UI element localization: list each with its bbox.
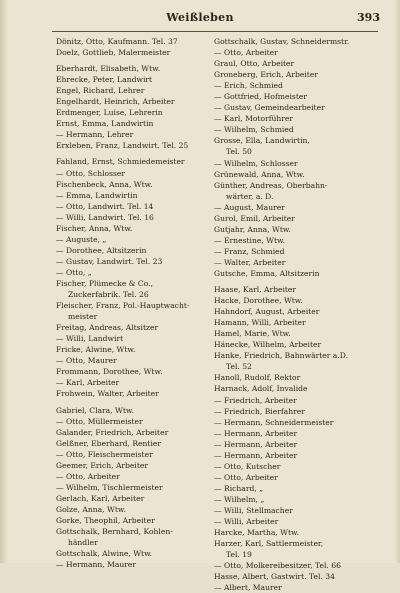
sub-entry: — Otto, Fleischermeister [56, 449, 153, 459]
sub-entry: — Wilhelm, Tischlermeister [56, 482, 163, 492]
directory-entry: Graul, Otto, Arbeiter [214, 59, 295, 69]
sub-entry: — Otto, „ [56, 267, 92, 277]
directory-entry: Fischer, Anna, Wtw. [56, 223, 133, 233]
directory-entry: Grosse, Ella, Landwirtin, [214, 136, 310, 146]
directory-entry: Gabriel, Clara, Wtw. [56, 405, 134, 415]
directory-entry: Gottschalk, Bernhard, Kohlen- [56, 527, 173, 537]
directory-entry: Fricke, Alwine, Wtw. [56, 345, 136, 355]
sub-entry: — Otto, Arbeiter [214, 472, 278, 482]
directory-entry: Hacke, Dorothee, Wtw. [214, 296, 303, 306]
directory-entry: Grünewald, Anna, Wtw. [214, 169, 305, 179]
directory-entry: Golze, Anna, Wtw. [56, 504, 126, 514]
directory-entry: Hanke, Friedrich, Bahnwärter a.D. [214, 351, 348, 361]
right-column [214, 36, 384, 593]
sub-entry: — Otto, Maurer [56, 356, 117, 366]
directory-entry: wärter, a. D. [226, 191, 274, 201]
directory-entry: Ehrecke, Peter, Landwirt [56, 75, 153, 85]
sub-entry: — Otto, Arbeiter [56, 471, 120, 481]
page-edge-shadow [394, 0, 400, 563]
sub-entry: — Albert, Maurer [214, 583, 282, 593]
sub-entry: — Wilhelm, „ [214, 494, 265, 504]
directory-entry: Zuckerfabrik. Tel. 26 [68, 290, 149, 300]
sub-entry: — Karl, Motorführer [214, 114, 294, 124]
directory-entry: Hahndorf, August, Arbeiter [214, 307, 320, 317]
sub-entry: — Franz, Schmied [214, 246, 285, 256]
sub-entry: — Hermann, Arbeiter [214, 450, 298, 460]
sub-entry: — Dorothee, Altsitzerin [56, 245, 147, 255]
running-head [0, 11, 400, 27]
sub-entry: — Friedrich, Bierfahrer [214, 406, 305, 416]
directory-entry: Tel. 50 [226, 147, 252, 157]
directory-entry: Hänecke, Wilhelm, Arbeiter [214, 340, 322, 350]
directory-entry: Galander, Friedrich, Arbeiter [56, 427, 169, 437]
directory-entry: meister [68, 312, 98, 322]
directory-entry: Eberhardt, Elisabeth, Wtw. [56, 64, 161, 74]
sub-entry: — Auguste, „ [56, 234, 107, 244]
directory-entry: Fischer, Plümecke & Co., [56, 278, 153, 288]
directory-entry: Hamann, Willi, Arbeiter [214, 318, 306, 328]
sub-entry: — Karl, Arbeiter [56, 378, 120, 388]
sub-entry: — Wilhelm, Schlosser [214, 158, 298, 168]
directory-entry: Engel, Richard, Lehrer [56, 86, 145, 96]
directory-entry: Günther, Andreas, Oberbahn- [214, 180, 328, 190]
directory-entry: Engelhardt, Heinrich, Arbeiter [56, 97, 175, 107]
directory-entry: Fleischer, Franz, Pol.-Hauptwacht- [56, 301, 190, 311]
directory-entry: Gerlach, Karl, Arbeiter [56, 493, 145, 503]
sub-entry: — Hermann, Arbeiter [214, 439, 298, 449]
directory-entry: Frohwein, Walter, Arbeiter [56, 389, 159, 399]
sub-entry: — Hermann, Lehrer [56, 130, 134, 140]
directory-entry: Tel. 52 [226, 362, 252, 372]
page-spine-shadow [0, 0, 8, 563]
header-rule [52, 31, 378, 32]
directory-entry: Dönitz, Otto, Kaufmann. Tel. 37 [56, 37, 178, 46]
sub-entry: — Gustav, Gemeindearbeiter [214, 103, 325, 113]
sub-entry: — Gustav, Landwirt. Tel. 23 [56, 256, 163, 266]
page-number: 393 [357, 11, 380, 24]
directory-entry: Gutjahr, Anna, Wtw. [214, 224, 291, 234]
directory-entry: Gorke, Theophil, Arbeiter [56, 515, 155, 525]
left-column [56, 36, 226, 570]
directory-entry: Harcke, Martha, Wtw. [214, 528, 300, 538]
sub-entry: — Hermann, Arbeiter [214, 428, 298, 438]
directory-entry: Harzer, Karl, Sattlermeister, [214, 539, 324, 549]
directory-entry: Geemer, Erich, Arbeiter [56, 460, 149, 470]
directory-entry: Harnack, Adolf, Invalide [214, 384, 308, 394]
sub-entry: — Otto, Müllermeister [56, 416, 143, 426]
directory-entry: Gelßner, Eberhard, Rentier [56, 438, 162, 448]
directory-entry: Doelz, Gottlieb, Malermeister [56, 48, 171, 58]
sub-entry: — Otto, Kutscher [214, 461, 281, 471]
directory-entry: Groneberg, Erich, Arbeiter [214, 70, 318, 80]
sub-entry: — Wilhelm, Schmied [214, 125, 294, 135]
sub-entry: — Ernestine, Wtw. [214, 235, 286, 245]
sub-entry: — Walter, Arbeiter [214, 257, 286, 267]
sub-entry: — Willi, Landwirt. Tel. 16 [56, 212, 154, 222]
sub-entry: — Otto, Arbeiter [214, 48, 278, 58]
sub-entry: — Hermann, Maurer [56, 560, 137, 570]
directory-entry: Hasse, Albert, Gastwirt. Tel. 34 [214, 572, 335, 582]
sub-entry: — Otto, Schlosser [56, 168, 126, 178]
directory-entry: Gutsche, Emma, Altsitzerin [214, 268, 320, 278]
directory-entry: Gottschalk, Alwine, Wtw. [56, 549, 153, 559]
sub-entry: — Gottfried, Hofmeister [214, 92, 308, 102]
directory-entry: Fischenbeck, Anna, Wtw. [56, 179, 153, 189]
directory-entry: Hanoll, Rudolf, Rektor [214, 373, 301, 383]
directory-entry: Freitag, Andreas, Altsitzer [56, 323, 159, 333]
directory-entry: Frommann, Dorothee, Wtw. [56, 367, 163, 377]
sub-entry: — Hermann, Schneidermeister [214, 417, 334, 427]
sub-entry: — Erich, Schmied [214, 81, 283, 91]
sub-entry: — Richard, „ [214, 483, 264, 493]
directory-entry: Ernst, Emma, Landwirtin [56, 119, 154, 129]
sub-entry: — Otto, Molkereibesitzer, Tel. 66 [214, 561, 341, 571]
directory-entry: Tel. 19 [226, 550, 252, 560]
sub-entry: — Willi, Arbeiter [214, 517, 279, 527]
directory-entry: Erxleben, Franz, Landwirt. Tel. 25 [56, 141, 189, 151]
sub-entry: — Friedrich, Arbeiter [214, 395, 297, 405]
sub-entry: — August, Maurer [214, 202, 285, 212]
directory-entry: Erdmenger, Luise, Lehrerin [56, 108, 163, 118]
sub-entry: — Otto, Landwirt. Tel. 14 [56, 201, 154, 211]
directory-entry: Gurol, Emil, Arbeiter [214, 213, 295, 223]
page-title: Weißleben [166, 11, 234, 24]
sub-entry: — Emma, Landwirtin [56, 190, 138, 200]
sub-entry: — Willi, Stellmacher [214, 505, 293, 515]
directory-entry: Haase, Karl, Arbeiter [214, 285, 297, 295]
directory-entry: händler [68, 538, 98, 548]
directory-entry: Fahland, Ernst, Schmiedemeister [56, 157, 185, 167]
directory-entry: Hamel, Marie, Wtw. [214, 329, 291, 339]
sub-entry: — Willi, Landwirt [56, 334, 124, 344]
directory-entry: Gottschalk, Gustav, Schneidermstr. [214, 37, 350, 46]
